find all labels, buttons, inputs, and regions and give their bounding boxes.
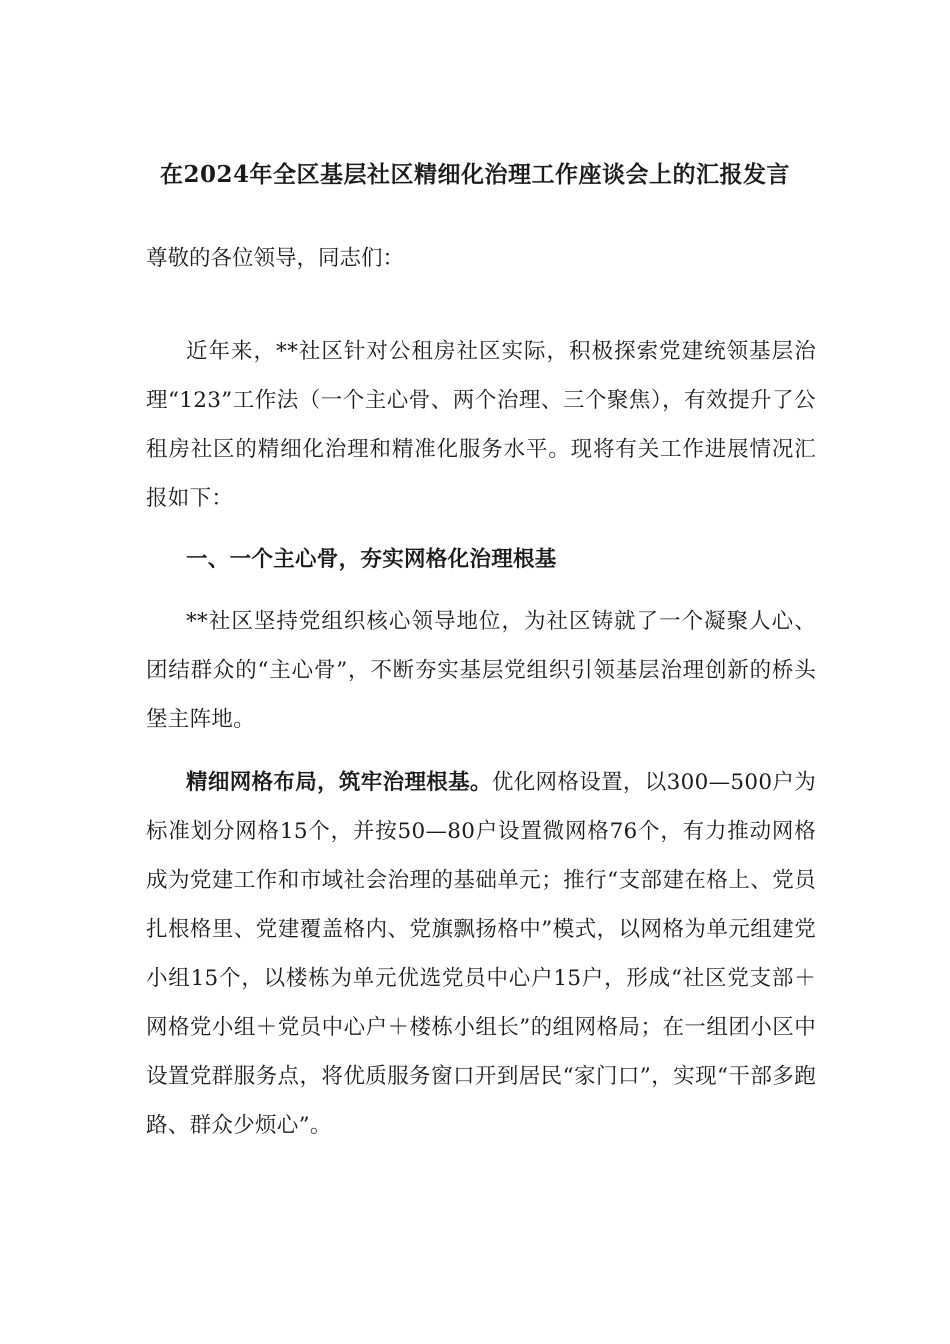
section1-paragraph-2 xyxy=(146,758,816,1150)
paragraph-lead-phrase: 精细网格布局，筑牢治理根基。 xyxy=(186,770,492,795)
paragraph-body-text: 优化网格设置，以300—500户为标准划分网格15个，并按50—80户设置微网格76个，有力推动网格成为党建工作和市域社会治理的基础单元；推行“支部建在格上、党员扎根格里、党建覆盖格内、党旗飘扬格中”模式，以网格为单元组建党小组15个，以楼栋为单元优选党员中心户15户，形成“社区党支部＋网格党小组＋党员中心户＋楼栋小组长”的组网格局；在一组团小区中设置党群服务点，将优质服务窗口开到居民“家门口”，实现“干部多跑路、群众少烦心”。 xyxy=(146,770,816,1138)
salutation: 尊敬的各位领导，同志们： xyxy=(146,246,405,271)
section1-paragraph-1: **社区坚持党组织核心领导地位，为社区铸就了一个凝聚人心、团结群众的“主心骨”，不断夯实基层党组织引领基层治理创新的桥头堡主阵地。 xyxy=(146,609,816,732)
document-title: 在2024年全区基层社区精细化治理工作座谈会上的汇报发言 xyxy=(159,161,790,188)
intro-paragraph: 近年来，**社区针对公租房社区实际，积极探索党建统领基层治理“123”工作法（一个主心骨、两个治理、三个聚焦），有效提升了公租房社区的精细化治理和精准化服务水平。现将有关工作进展情况汇报如下： xyxy=(146,339,816,511)
section-heading-1: 一、一个主心骨，夯实网格化治理根基 xyxy=(186,547,557,572)
